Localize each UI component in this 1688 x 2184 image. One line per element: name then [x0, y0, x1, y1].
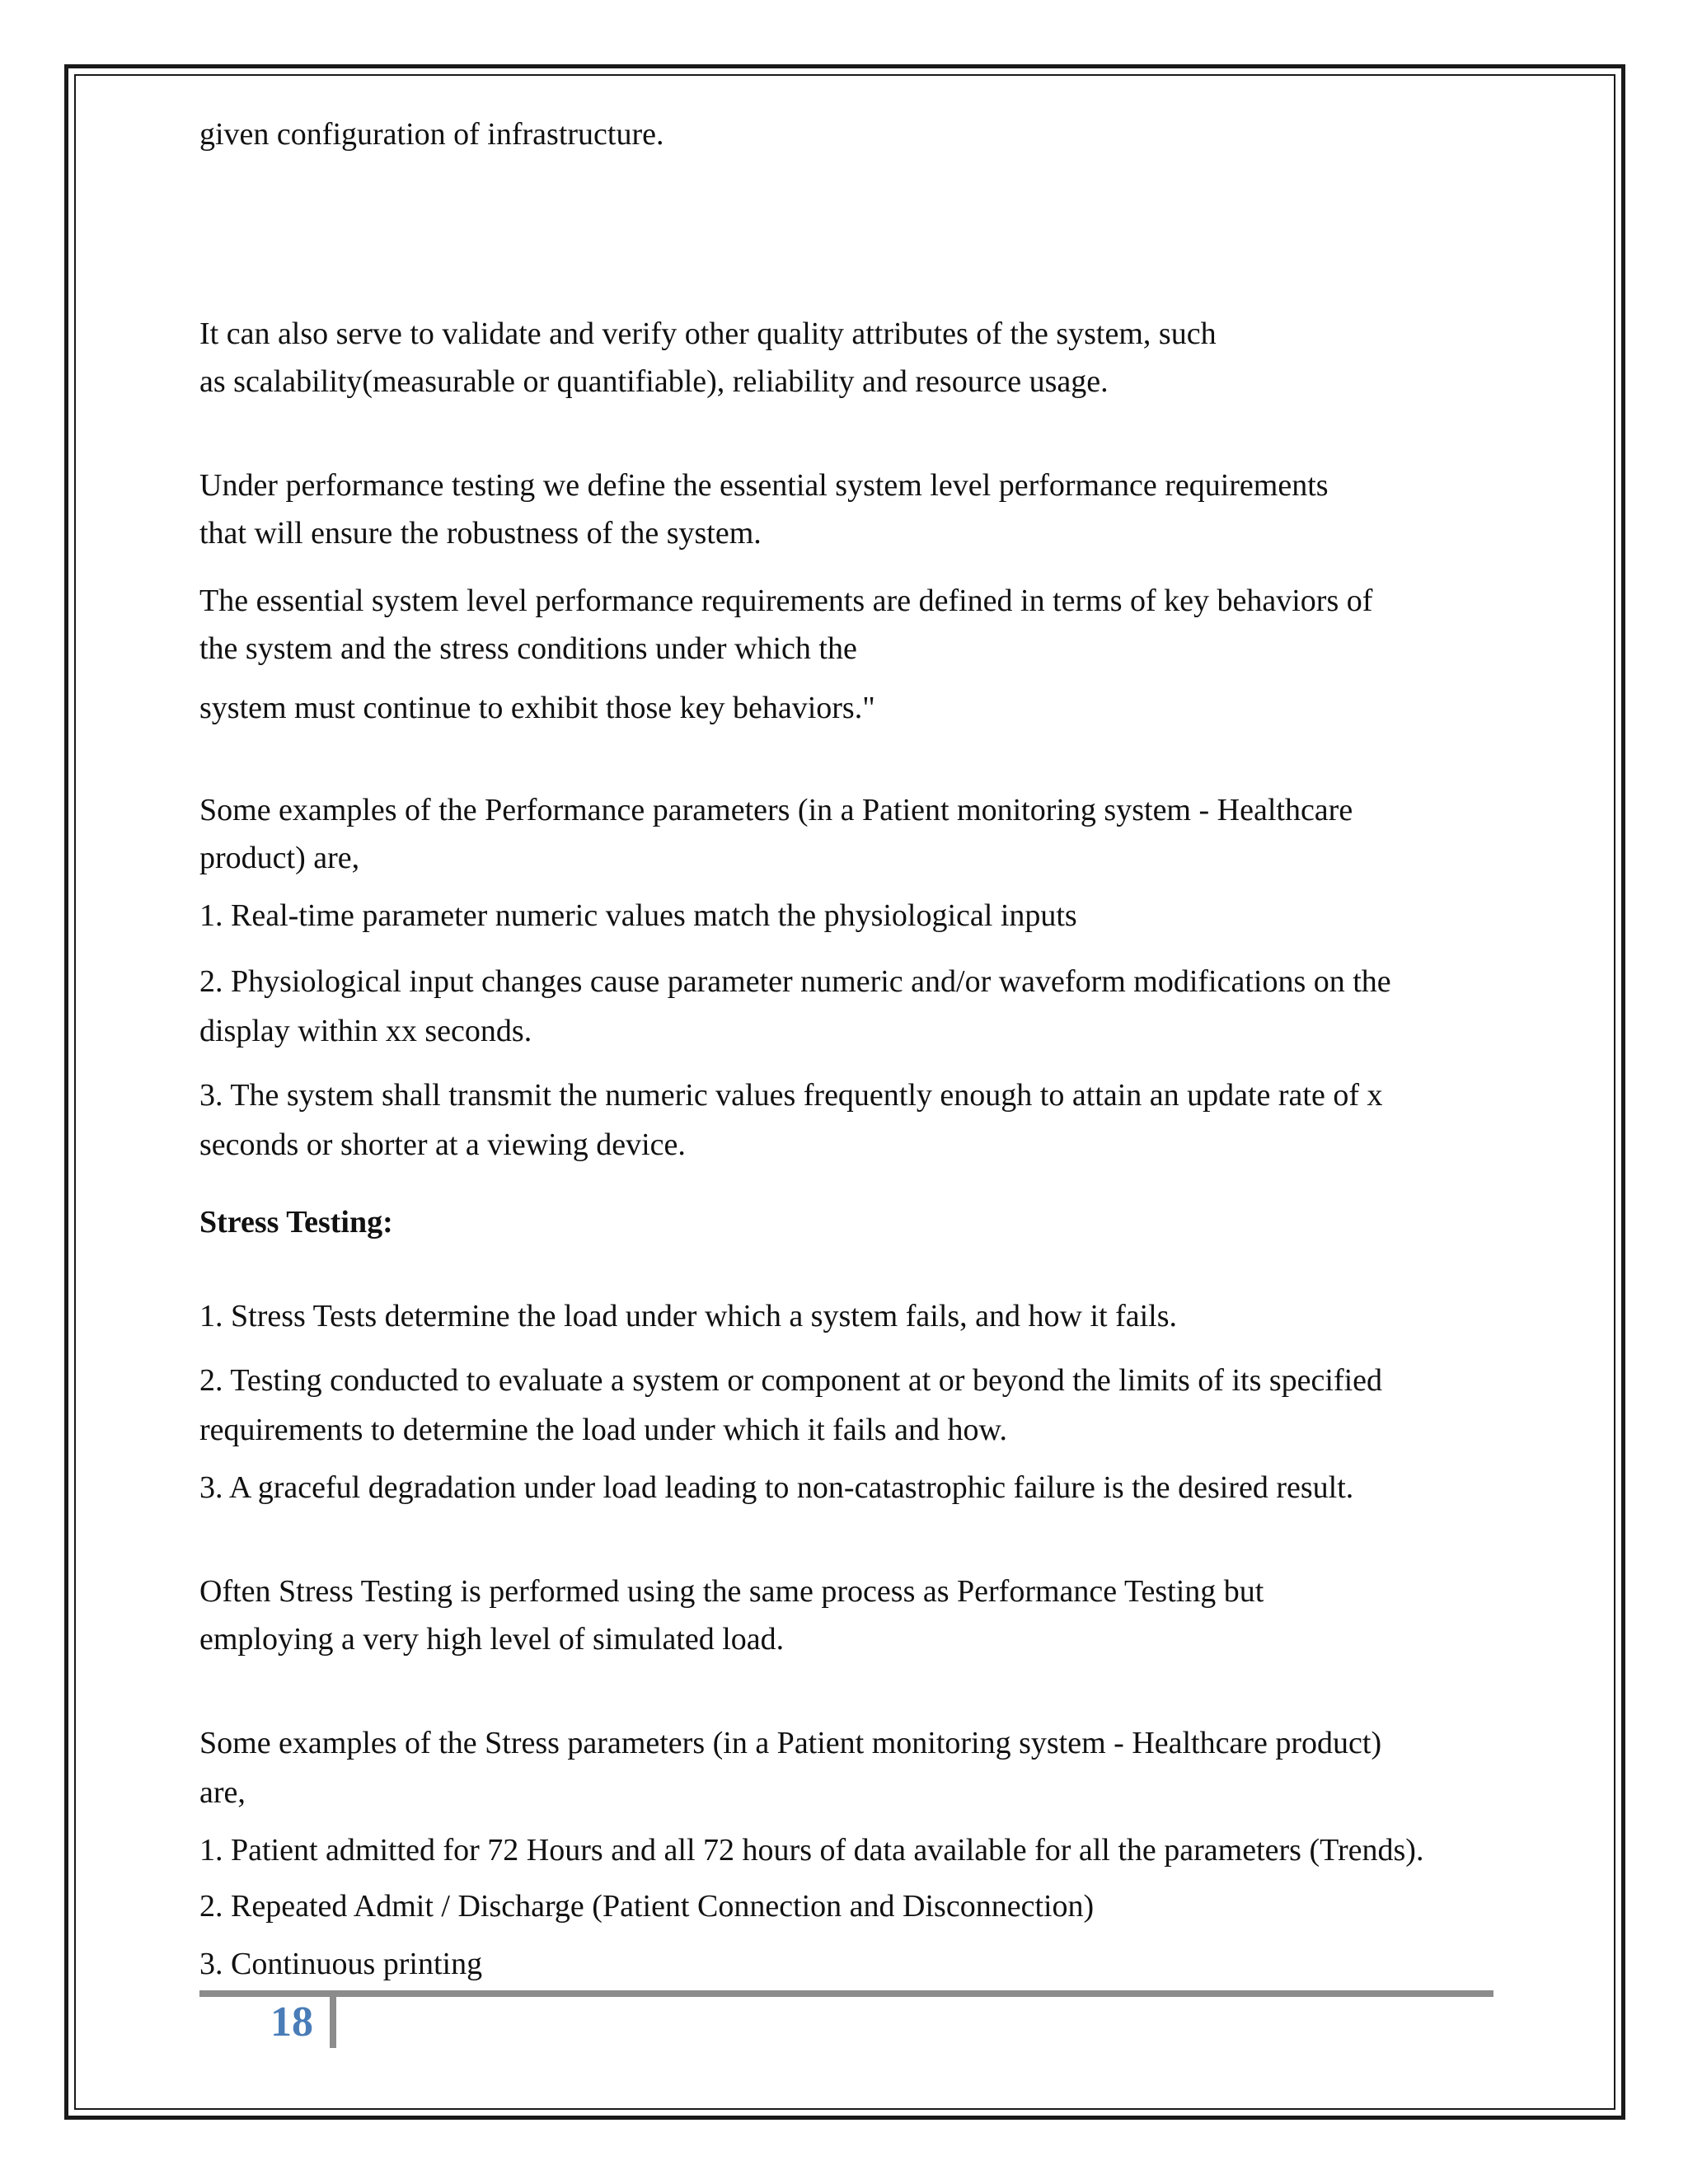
body-text-line: Some examples of the Performance parameters (in a Patient monitoring system - Healthcare	[199, 793, 1353, 827]
body-text-line: as scalability(measurable or quantifiable), reliability and resource usage.	[199, 364, 1109, 399]
body-text-line: product) are,	[199, 841, 360, 875]
list-item: 3. Continuous printing	[199, 1947, 483, 1981]
list-item: 2. Physiological input changes cause parameter numeric and/or waveform modifications on the	[199, 964, 1391, 999]
list-item: 1. Patient admitted for 72 Hours and all 72 hours of data available for all the parameters (Trends).	[199, 1833, 1424, 1868]
list-item: 1. Real-time parameter numeric values match the physiological inputs	[199, 898, 1077, 933]
list-item: 1. Stress Tests determine the load under which a system fails, and how it fails.	[199, 1299, 1178, 1333]
body-text-line: given configuration of infrastructure.	[199, 117, 664, 152]
list-item: seconds or shorter at a viewing device.	[199, 1127, 686, 1162]
body-text-line: The essential system level performance requirements are defined in terms of key behaviors of	[199, 583, 1373, 618]
body-text-line: employing a very high level of simulated load.	[199, 1622, 785, 1657]
list-item: 2. Testing conducted to evaluate a system or component at or beyond the limits of its specified	[199, 1363, 1383, 1398]
body-text-line: system must continue to exhibit those key behaviors."	[199, 691, 875, 725]
body-text-line: Often Stress Testing is performed using the same process as Performance Testing but	[199, 1574, 1264, 1609]
body-text-line: that will ensure the robustness of the system.	[199, 516, 762, 551]
body-text-line: Under performance testing we define the essential system level performance requirements	[199, 468, 1329, 503]
body-text-line: are,	[199, 1775, 246, 1810]
list-item: 2. Repeated Admit / Discharge (Patient Connection and Disconnection)	[199, 1889, 1095, 1924]
list-item: 3. The system shall transmit the numeric values frequently enough to attain an update rate of x	[199, 1078, 1383, 1113]
list-item: display within xx seconds.	[199, 1014, 532, 1048]
section-heading: Stress Testing:	[199, 1205, 393, 1240]
page-number: 18	[270, 1999, 313, 2046]
footer-rule	[199, 1990, 1493, 1997]
body-text-line: the system and the stress conditions under which the	[199, 631, 857, 666]
list-item: 3. A graceful degradation under load leading to non-catastrophic failure is the desired result.	[199, 1470, 1354, 1505]
page-number-divider	[330, 1997, 336, 2048]
body-text-line: Some examples of the Stress parameters (in a Patient monitoring system - Healthcare product)	[199, 1726, 1382, 1760]
body-text-line: It can also serve to validate and verify other quality attributes of the system, such	[199, 316, 1217, 351]
list-item: requirements to determine the load under which it fails and how.	[199, 1413, 1007, 1447]
